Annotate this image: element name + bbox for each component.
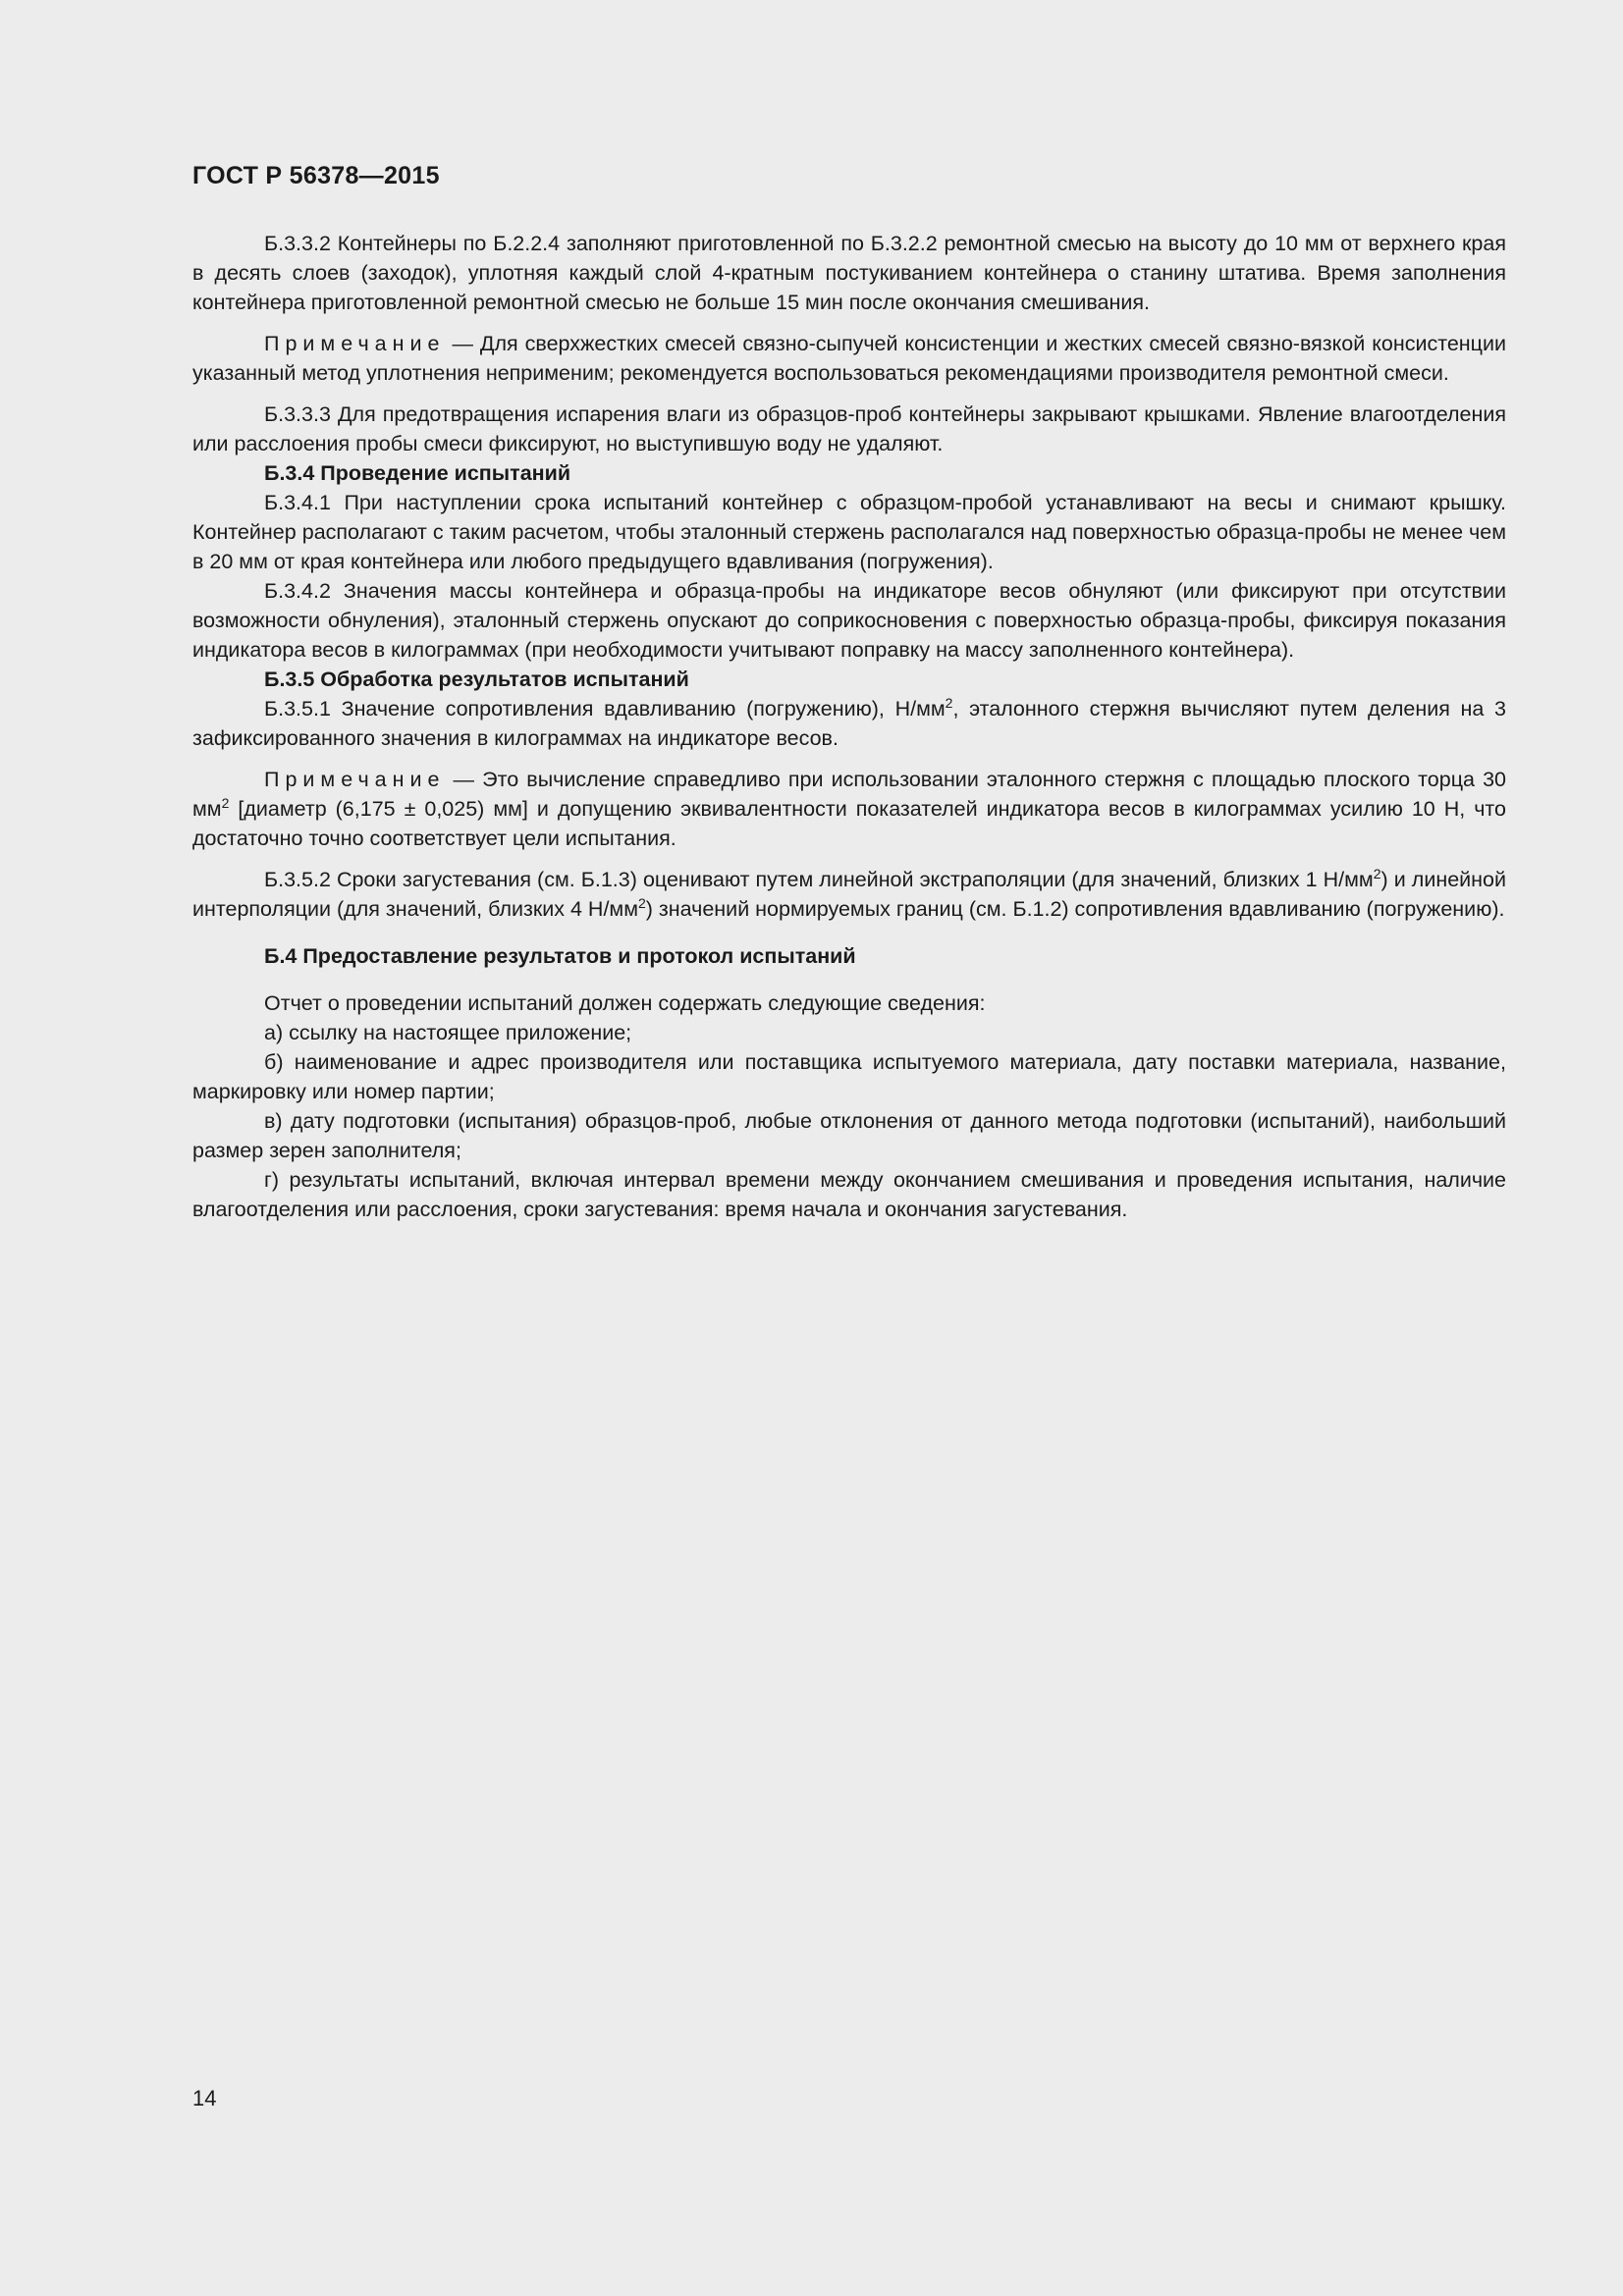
page-number: 14 — [192, 2086, 217, 2110]
paragraph-b352 — [192, 865, 1506, 924]
list-item-b: б) наименование и адрес производителя или поставщика испытуемого материала, дату поставки материала, название, маркировку или номер партии; — [192, 1050, 1506, 1103]
paragraph-b341: Б.3.4.1 При наступлении срока испытаний контейнер с образцом-пробой устанавливают на весы и снимают крышку. Контейнер располагают с таким расчетом, чтобы эталонный стержень располагался над поверхностью образца-пробы не менее чем в 20 мм от края контейнера или любого предыдущего вдавливания (погружения). — [192, 491, 1506, 573]
superscript-2: 2 — [638, 895, 646, 911]
superscript-2: 2 — [945, 695, 953, 711]
note-label: Примечание — [264, 332, 446, 355]
paragraph-b332: Б.3.3.2 Контейнеры по Б.2.2.4 заполняют приготовленной по Б.3.2.2 ремонтной смесью на высоту до 10 мм от верхнего края в десять слоев (заходок), уплотняя каждый слой 4-кратным постукиванием контейнера о станину штатива. Время заполнения контейнера приготовленной ремонтной смесью не больше 15 мин после окончания смешивания. — [192, 232, 1506, 314]
paragraph-b352-part-c: ) значений нормируемых границ (см. Б.1.2) сопротивления вдавливанию (погружению). — [645, 897, 1505, 921]
note-paragraph-2 — [192, 765, 1506, 853]
list-item-a: а) ссылку на настоящее приложение; — [264, 1021, 632, 1044]
note-label: Примечание — [264, 768, 446, 791]
superscript-2: 2 — [1373, 866, 1381, 881]
section-heading-b4: Б.4 Предоставление результатов и протокол испытаний — [264, 944, 856, 968]
superscript-2: 2 — [221, 795, 230, 811]
paragraph-b342: Б.3.4.2 Значения массы контейнера и образца-пробы на индикаторе весов обнуляют (или фиксируют при отсутствии возможности обнуления), эталонный стержень опускают до соприкосновения с поверхностью образца-пробы, фиксируя показания индикатора весов в килограммах (при необходимости учитывают поправку на массу заполненного контейнера). — [192, 579, 1506, 662]
note-paragraph-1 — [192, 329, 1506, 388]
section-heading-b35: Б.3.5 Обработка результатов испытаний — [264, 667, 689, 691]
document-body — [192, 229, 1506, 1224]
paragraph-b352-part-a: Б.3.5.2 Сроки загустевания (см. Б.1.3) оценивают путем линейной экстраполяции (для значений, близких 1 Н/мм — [264, 868, 1374, 891]
section-heading-b34: Б.3.4 Проведение испытаний — [264, 461, 571, 485]
paragraph-report-intro: Отчет о проведении испытаний должен содержать следующие сведения: — [264, 991, 986, 1015]
list-item-v: в) дату подготовки (испытания) образцов-проб, любые отклонения от данного метода подготовки (испытаний), наибольший размер зерен заполнителя; — [192, 1109, 1506, 1162]
paragraph-b352-part-b: ) и линейной интерполяции (для значений, близких 4 Н/мм — [192, 868, 1507, 921]
paragraph-b351-part-b: , эталонного стержня вычисляют путем деления на 3 зафиксированного значения в килограммах на индикаторе весов. — [192, 697, 1507, 750]
paragraph-b333: Б.3.3.3 Для предотвращения испарения влаги из образцов-проб контейнеры закрывают крышками. Явление влагоотделения или расслоения пробы смеси фиксируют, но выступившую воду не удаляют. — [192, 402, 1506, 455]
note-text-part-a: — Это вычисление справедливо при использовании эталонного стержня с площадью плоского торца 30 мм — [192, 768, 1506, 821]
document-code-header: ГОСТ Р 56378—2015 — [192, 162, 440, 189]
list-item-g: г) результаты испытаний, включая интервал времени между окончанием смешивания и проведения испытания, наличие влагоотделения или расслоения, сроки загустевания: время начала и окончания загустевания. — [192, 1168, 1506, 1221]
note-text-part-b: [диаметр (6,175 ± 0,025) мм] и допущению эквивалентности показателей индикатора весов в килограммах усилию 10 Н, что достаточно точно соответствует цели испытания. — [192, 797, 1506, 850]
paragraph-b351-part-a: Б.3.5.1 Значение сопротивления вдавливанию (погружению), Н/мм — [264, 697, 946, 721]
note-text: — Для сверхжестких смесей связно-сыпучей консистенции и жестких смесей связно-вязкой консистенции указанный метод уплотнения неприменим; рекомендуется воспользоваться рекомендациями производителя ремонтной смеси. — [192, 332, 1506, 385]
paragraph-b351 — [192, 694, 1506, 753]
